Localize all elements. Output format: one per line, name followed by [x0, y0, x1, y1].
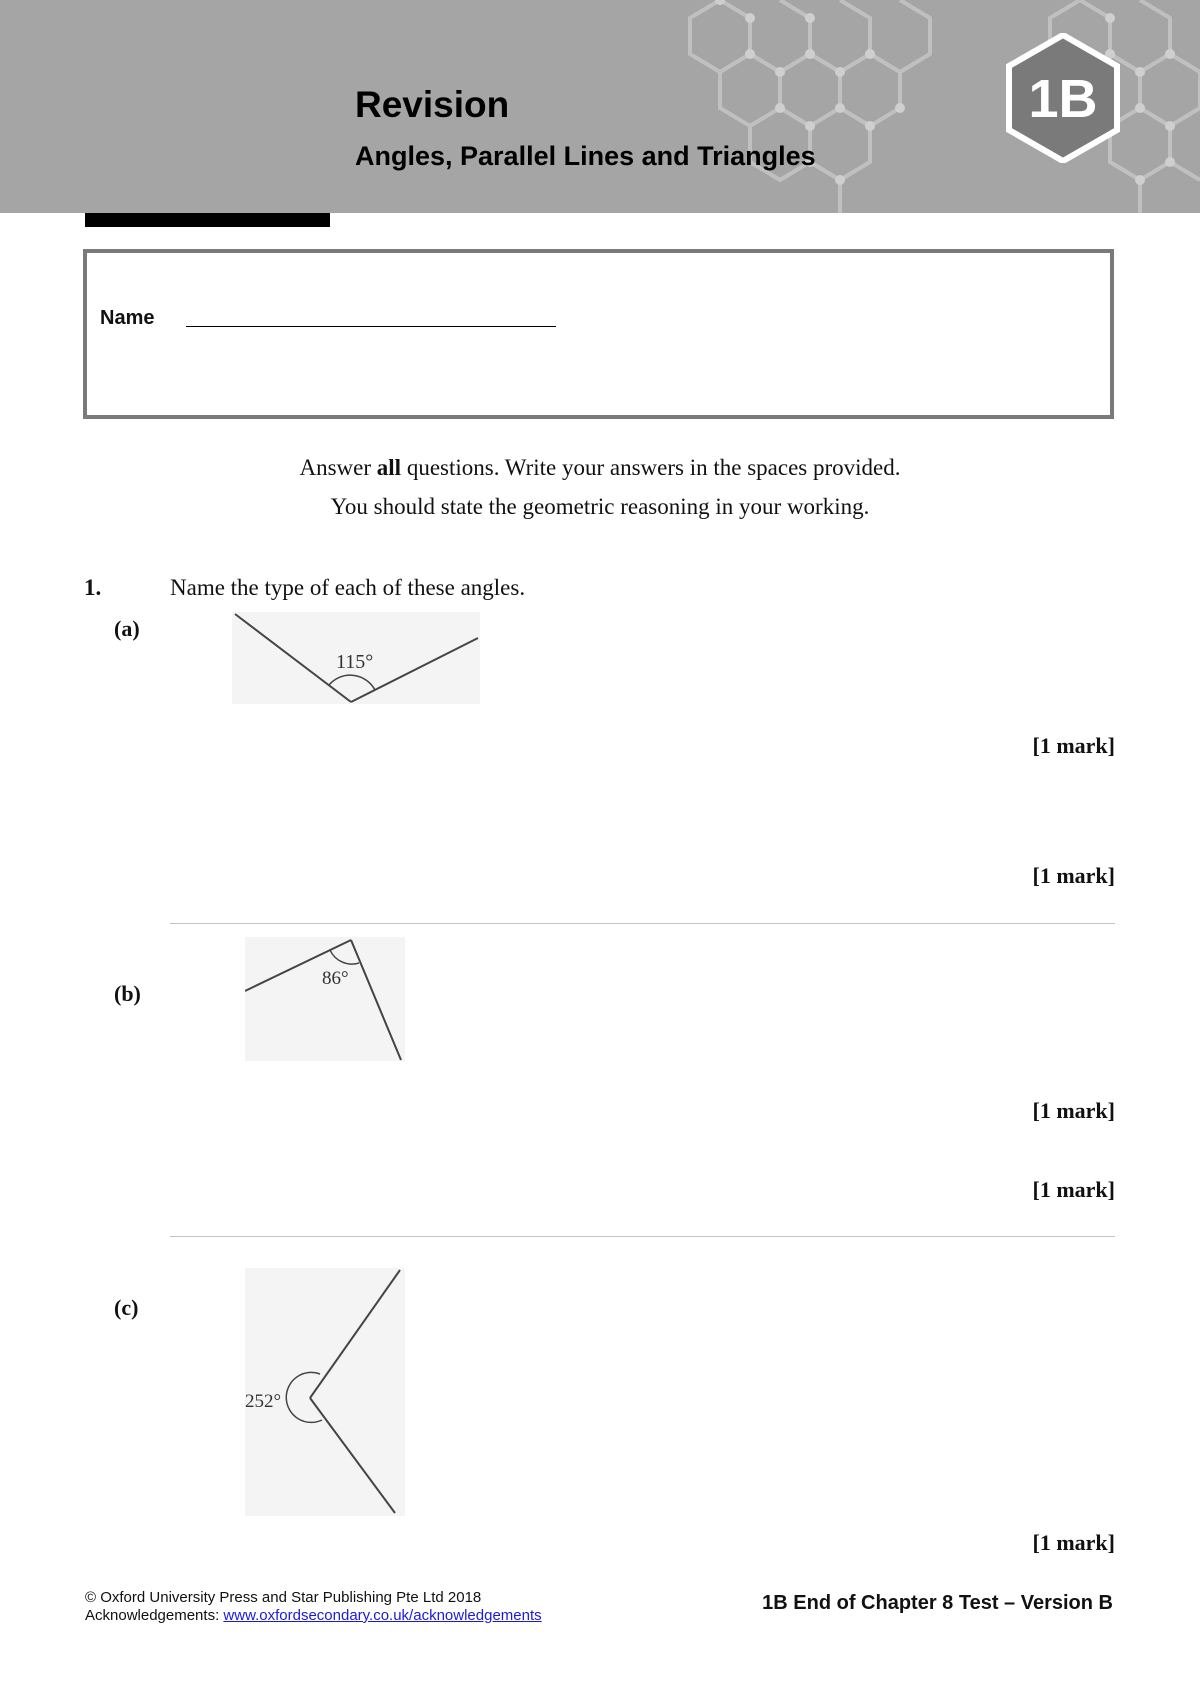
part-a-label: (a) [114, 616, 140, 641]
angle-value-c: 252° [245, 1391, 282, 1412]
name-box [83, 249, 1114, 419]
angle-figure-a [232, 612, 480, 704]
mark-label: [1 mark] [1032, 1098, 1115, 1123]
mark-label: [1 mark] [1032, 1530, 1115, 1555]
angle-value-b: 86° [322, 968, 349, 989]
chapter-badge-label: 1B [1028, 69, 1098, 129]
acknowledgements-label: Acknowledgements: [85, 1607, 220, 1624]
angle-value-a: 115° [336, 651, 374, 673]
section-divider [170, 923, 1115, 924]
header-band [0, 0, 1200, 213]
instruction-line-1 [0, 455, 1200, 481]
angle-figure-c [245, 1268, 405, 1516]
instruction-line-2: You should state the geometric reasoning in your working. [330, 494, 870, 519]
instruction-bold: all [376, 455, 402, 480]
instruction-text: Answer [299, 455, 377, 480]
mark-label: [1 mark] [1032, 1177, 1115, 1202]
mark-label: [1 mark] [1032, 733, 1115, 758]
footer-copyright-block [85, 1589, 542, 1625]
acknowledgements-line [85, 1607, 542, 1625]
section-divider [170, 1236, 1115, 1237]
chapter-badge [1003, 33, 1123, 163]
test-title: 1B End of Chapter 8 Test – Version B [762, 1592, 1113, 1614]
page-subtitle: Angles, Parallel Lines and Triangles [355, 141, 816, 171]
name-field[interactable] [186, 326, 556, 327]
angle-figure-b [245, 937, 405, 1061]
part-c-label: (c) [114, 1295, 139, 1320]
acknowledgements-link[interactable]: www.oxfordsecondary.co.uk/acknowledgements [223, 1607, 542, 1624]
copyright-text: © Oxford University Press and Star Publishing Pte Ltd 2018 [85, 1589, 482, 1606]
page-title: Revision [355, 84, 510, 125]
question-number: 1. [84, 575, 102, 600]
name-label: Name [100, 307, 155, 329]
instruction-text: questions. Write your answers in the spaces provided. [401, 455, 901, 480]
mark-label: [1 mark] [1032, 863, 1115, 888]
header-accent-bar [85, 213, 330, 227]
part-b-label: (b) [114, 981, 141, 1006]
question-text: Name the type of each of these angles. [170, 575, 526, 600]
